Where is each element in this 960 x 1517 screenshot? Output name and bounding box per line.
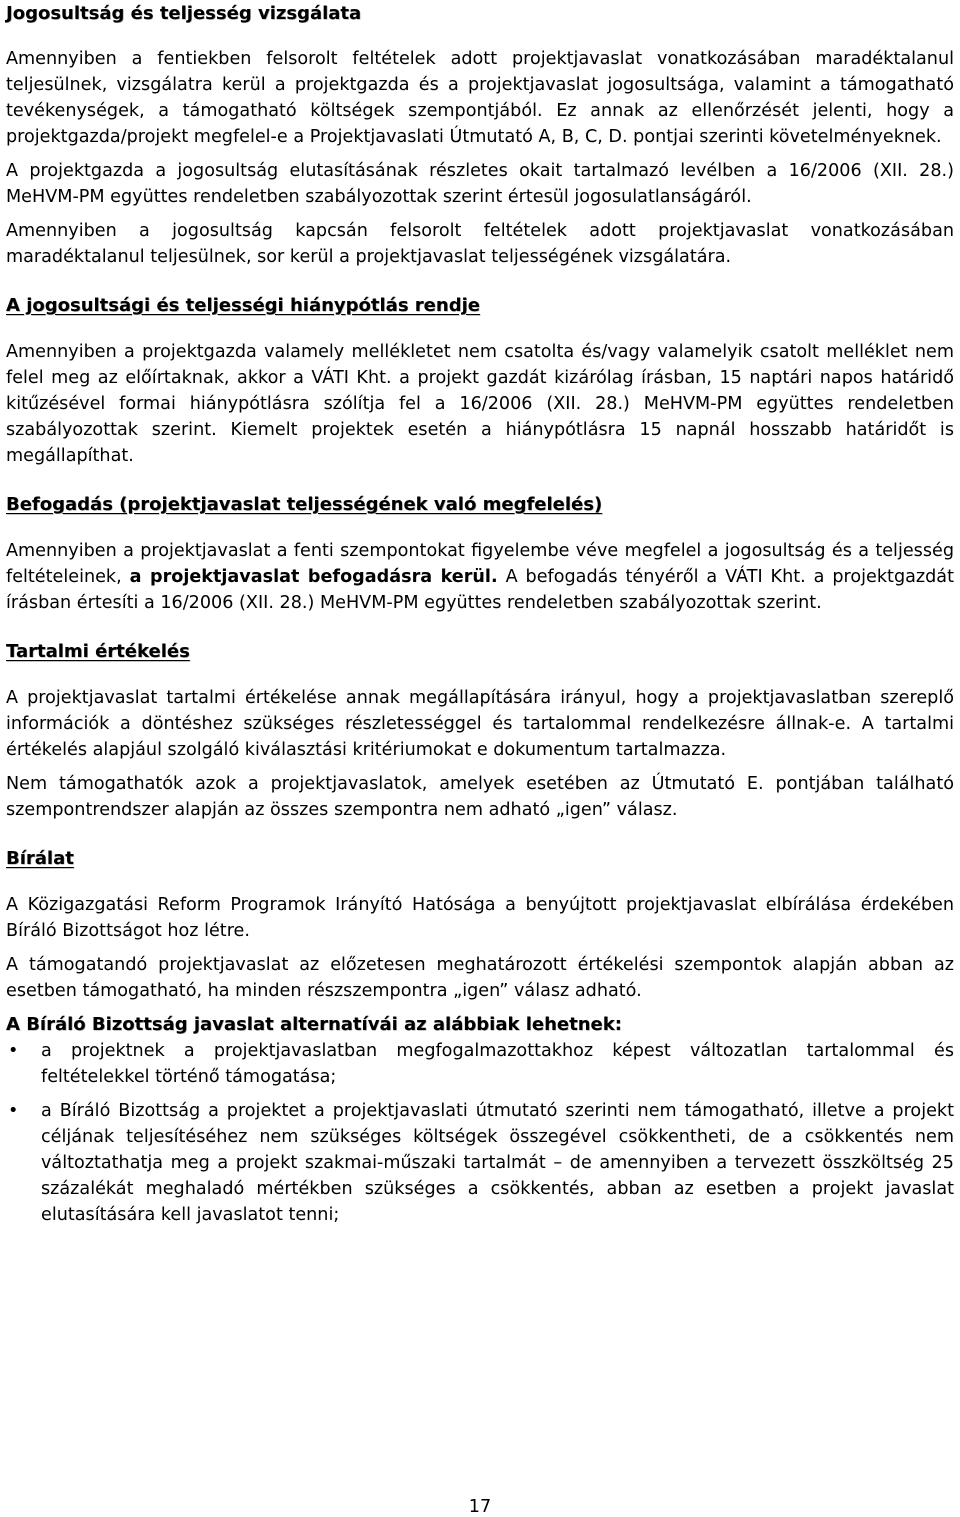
paragraph: A projektgazda a jogosultság elutasításának részletes okait tartalmazó levélben a 16/2006 (XII. 28.) MeHVM-PM együttes rendeletben szabályozottak szerint értesül jogosulatlanságáról. [6, 161, 954, 207]
paragraph: A támogatandó projektjavaslat az előzetesen meghatározott értékelési szempontok alapján abban az esetben támogatható, ha minden részszempontra „igen” válasz adható. [6, 955, 954, 1001]
bullet-icon: • [8, 1101, 19, 1121]
page-number: 17 [468, 1497, 492, 1517]
section-title-tartalmi: Tartalmi értékelés [6, 641, 190, 662]
section-title-befogadas: Befogadás (projektjavaslat teljességének való megfelelés) [6, 494, 603, 515]
section-title-hianypotlas: A jogosultsági és teljességi hiánypótlás rendje [6, 295, 480, 316]
paragraph: Amennyiben a projektgazda valamely mellékletet nem csatolta és/vagy valamelyik csatolt melléklet nem felel meg az előírtaknak, akkor a VÁTI Kht. a projekt gazdát kizárólag írásban, 15 naptári napos határidő kitűzésével formai hiánypótlásra szólítja fel a 16/2006 (XII. 28.) MeHVM-PM együttes rendeletben szabályozottak szerint. Kiemelt projektek esetén a hiánypótlásra 15 napnál hosszabb határidőt is megállapíthat. [6, 342, 954, 466]
list-item-text: a Bíráló Bizottság a projektet a projektjavaslati útmutató szerinti nem támogatható, illetve a projekt céljának teljesítéséhez nem szükséges költségek összegével csökkentheti, de a csökkentés nem változtathatja meg a projekt szakmai-műszaki tartalmát – de amennyiben a tervezett összköltség 25 százalékát meghaladó mértékben szükséges a csökkentés, abban az esetben a projekt javaslat elutasítására kell javaslatot tenni; [41, 1101, 954, 1225]
paragraph-text: Amennyiben a fentiekben felsorolt feltételek adott projektjavaslat vonatkozásában maradéktalanul teljesülnek, vizsgálatra kerül a projektgazda és a projektjavaslat jogosultsága, valamint a támogatható tevékenységek, a támogatható költségek szempontjából. [6, 49, 954, 121]
paragraph: A projektjavaslat tartalmi értékelése annak megállapítására irányul, hogy a projektjavaslatban szereplő információk a döntéshez szükséges részletességgel és tartalommal rendelkezésre állnak-e. A tartalmi értékelés alapjául szolgáló kiválasztási kritériumokat e dokumentum tartalmazza. [6, 688, 954, 760]
paragraph-bold-text: a projektjavaslat befogadásra kerül. [129, 567, 498, 587]
bullet-icon: • [8, 1041, 19, 1061]
paragraph-text: Amennyiben a projektjavaslat a fenti szempontokat figyelembe véve megfelel a jogosultság és a teljesség feltételeinek, [6, 541, 954, 587]
alternatives-heading: A Bíráló Bizottság javaslat alternatívái az alábbiak lehetnek: [6, 1014, 622, 1035]
list-item-text: a projektnek a projektjavaslatban megfogalmazottakhoz képest változatlan tartalommal és feltételekkel történő támogatása; [41, 1041, 954, 1087]
document-page [0, 1, 960, 1516]
paragraph-text: Ez annak az ellenőrzését jelenti, hogy a projektgazda/projekt megfelel-e a Projektjavaslati Útmutató A, B, C, D. pontjai szerinti követelményeknek. [6, 101, 954, 147]
list-item [6, 1038, 954, 1090]
section-title-jogosultsag: Jogosultság és teljesség vizsgálata [6, 3, 362, 24]
section-title-biralat: Bírálat [6, 848, 74, 869]
paragraph-text: A befogadás tényéről a VÁTI Kht. a projektgazdát írásban értesíti a 16/2006 (XII. 28.) MeHVM-PM együttes rendeletben szabályozottak szerint. [6, 567, 954, 613]
paragraph: A Közigazgatási Reform Programok Irányító Hatósága a benyújtott projektjavaslat elbírálása érdekében Bíráló Bizottságot hoz létre. [6, 895, 954, 941]
alternatives-list [6, 1038, 954, 1228]
paragraph: Nem támogathatók azok a projektjavaslatok, amelyek esetében az Útmutató E. pontjában található szempontrendszer alapján az összes szempontra nem adható „igen” válasz. [6, 774, 954, 820]
list-item [6, 1098, 954, 1228]
paragraph: Amennyiben a jogosultság kapcsán felsorolt feltételek adott projektjavaslat vonatkozásában maradéktalanul teljesülnek, sor kerül a projektjavaslat teljességének vizsgálatára. [6, 221, 954, 267]
paragraph [6, 46, 954, 150]
paragraph [6, 538, 954, 616]
